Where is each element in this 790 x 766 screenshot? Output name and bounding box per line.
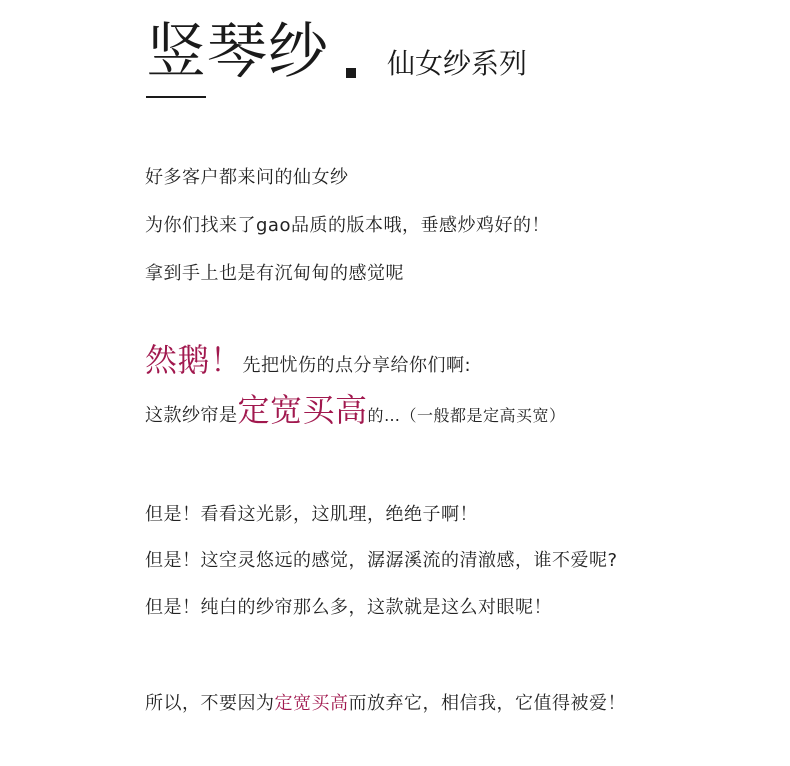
closing-prefix: 所以，不要因为 [145,693,275,714]
page-title: 竖琴纱 [146,17,329,87]
praise-line-2: 但是！这空灵悠远的感觉，潺潺溪流的清澈感，谁不爱呢? [145,550,618,571]
title-underline [146,96,206,98]
intro-line-2: 为你们找来了gao品质的版本哦，垂感炒鸡好的！ [145,215,550,236]
exclaim-text: 然鹅！ [145,341,243,379]
praise-line-1: 但是！看看这光影，这肌理，绝绝子啊！ [145,504,478,525]
closing-middle: 而放弃它，相信我，它值得被爱！ [348,693,626,714]
praise-line-3: 但是！纯白的纱帘那么多，这款就是这么对眼呢！ [145,597,552,618]
closing-line [145,691,626,717]
sad-line-2 [145,390,566,430]
sad-line-1 [145,340,471,380]
intro-line-3: 拿到手上也是有沉甸甸的感觉呢 [145,263,404,284]
sad-line-2-prefix: 这款纱帘是 [145,405,238,426]
title-dot [346,68,356,78]
intro-line-1: 好多客户都来问的仙女纱 [145,167,349,188]
page-subtitle: 仙女纱系列 [387,47,528,80]
sad-line-1-rest: 先把忧伤的点分享给你们啊: [242,355,472,376]
sad-line-2-suffix: 的…（一般都是定高买宽） [367,406,566,425]
closing-emphasis: 定宽买高 [274,693,349,714]
sad-line-2-emphasis: 定宽买高 [237,391,368,429]
